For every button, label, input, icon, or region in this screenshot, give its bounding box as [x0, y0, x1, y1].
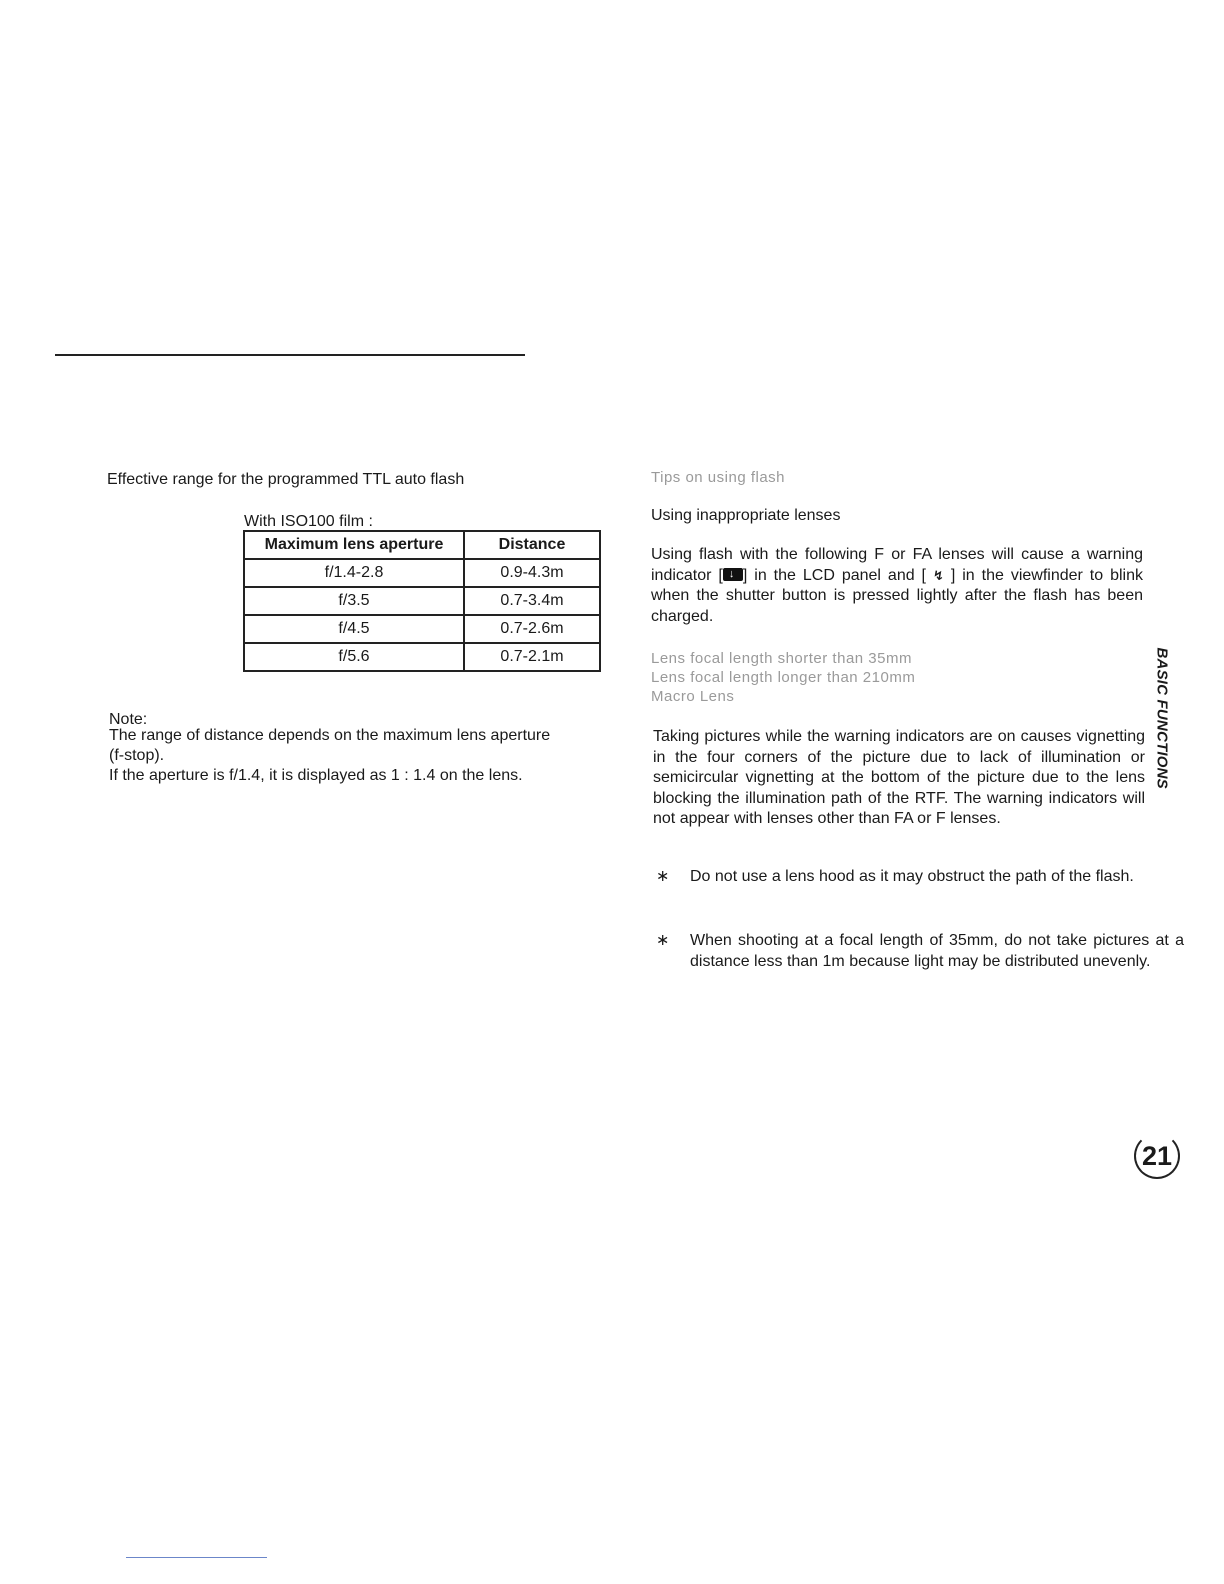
- inappropriate-lenses-heading: Using inappropriate lenses: [651, 507, 841, 524]
- note-title: Note:: [109, 711, 148, 728]
- tips-heading: Tips on using flash: [651, 469, 786, 486]
- table-row: [244, 559, 600, 587]
- film-label: With ISO100 film :: [244, 513, 373, 530]
- asterisk-icon: ∗: [656, 868, 670, 885]
- note-body: [109, 726, 609, 786]
- vignetting-paragraph: Taking pictures while the warning indicators are on causes vignetting in the four corners of the picture due to lack of illumination or semicircular vignetting at the bottom of the picture due to the lens blocking the illumination path of the RTF. The warning indicators will not appear with lenses other than FA or F lenses.: [653, 728, 1145, 827]
- note-line: (f-stop).: [109, 747, 165, 764]
- section-side-tab: BASIC FUNCTIONS: [1153, 647, 1171, 789]
- list-item: Lens focal length shorter than 35mm: [651, 650, 912, 667]
- distance-cell: 0.9-4.3m: [464, 559, 600, 587]
- table-row: [244, 643, 600, 671]
- distance-cell: 0.7-2.1m: [464, 643, 600, 671]
- bullet-item-focal-length: [656, 930, 1184, 972]
- aperture-cell: f/5.6: [244, 643, 464, 671]
- aperture-cell: f/1.4-2.8: [244, 559, 464, 587]
- column-header-aperture: Maximum lens aperture: [244, 531, 464, 559]
- bullet-item-lens-hood: [656, 866, 1184, 887]
- top-rule: [55, 354, 525, 356]
- table-row: [244, 587, 600, 615]
- warning-text-a: Using flash with the following F or FA lenses will cause a warning indicator [: [651, 546, 1143, 584]
- warning-text-c: ] in the viewfinder to blink when the shutter button is pressed lightly after the flash has been charged.: [651, 566, 1143, 625]
- page-number: 21: [1134, 1133, 1180, 1179]
- lens-list: [651, 649, 915, 706]
- asterisk-icon: ∗: [656, 932, 670, 949]
- distance-cell: 0.7-3.4m: [464, 587, 600, 615]
- note-line: The range of distance depends on the maximum lens aperture: [109, 727, 551, 744]
- bottom-rule: [126, 1557, 267, 1558]
- column-header-distance: Distance: [464, 531, 600, 559]
- list-item: Lens focal length longer than 210mm: [651, 669, 916, 686]
- aperture-cell: f/4.5: [244, 615, 464, 643]
- flash-range-table: [243, 530, 601, 672]
- flash-lcd-icon: [723, 568, 743, 581]
- table-row: [244, 615, 600, 643]
- flash-bolt-icon: ↯: [932, 567, 944, 583]
- bullet-text: When shooting at a focal length of 35mm, do not take pictures at a distance less than 1m because light may be distributed unevenly.: [690, 932, 1184, 970]
- aperture-cell: f/3.5: [244, 587, 464, 615]
- range-heading: Effective range for the programmed TTL auto flash: [107, 471, 465, 488]
- table-header-row: [244, 531, 600, 559]
- distance-cell: 0.7-2.6m: [464, 615, 600, 643]
- warning-text-b: ] in the LCD panel and [: [742, 566, 927, 584]
- list-item: Macro Lens: [651, 688, 735, 705]
- note-line: If the aperture is f/1.4, it is displayed as 1 : 1.4 on the lens.: [109, 767, 523, 784]
- bullet-text: Do not use a lens hood as it may obstruct the path of the flash.: [690, 868, 1134, 885]
- warning-paragraph: [651, 545, 1143, 627]
